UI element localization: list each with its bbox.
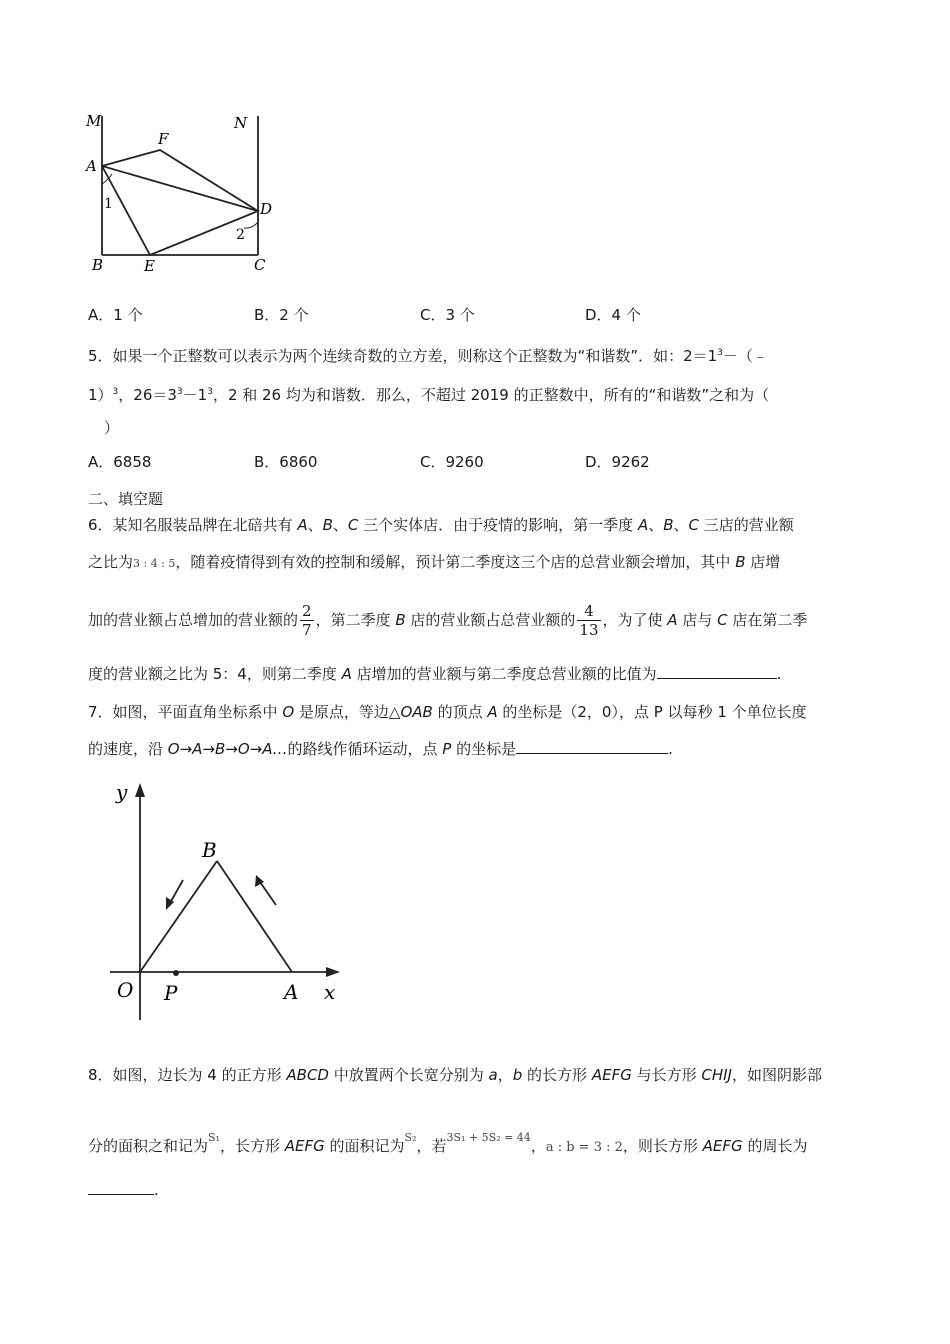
point-label-p: P (164, 981, 178, 1005)
axis-label-y: y (116, 780, 128, 804)
q7-line-1: 7．如图，平面直角坐标系中 O 是原点，等边△OAB 的顶点 A 的坐标是（2，0），点 P 以每秒 1 个单位长度 (88, 703, 807, 721)
section-title: 二、填空题 (88, 490, 164, 508)
vertex-label-a: A (284, 980, 299, 1004)
label-f: F (158, 130, 169, 148)
figure-quadrilateral (80, 108, 280, 278)
q8-line-2: 分的面积之和记为$^{S_1}$，长方形 AEFG 的面积记为$^{S_2}$，若$^{3S_1 + 5S_2 = 44}$，a : b = 3 : 2，则长方形 AEFG 的周长为 (88, 1131, 808, 1155)
q8-line-3: . (88, 1180, 159, 1200)
q5-option-d: D．9262 (585, 453, 650, 471)
q6-line-1: 6．某知名服装品牌在北碚共有 A、B、C 三个实体店．由于疫情的影响，第一季度 A、B、C 三店的营业额 (88, 516, 794, 534)
equation-1: 3S₁ + 5S₂ = 44 (446, 1131, 531, 1144)
label-angle-1: 1 (104, 196, 113, 212)
axis-label-x: x (324, 980, 336, 1004)
q6-line-3: 加的营业额占总增加的营业额的 $\frac{2}{7}$ ，第二季度 B 店的营业额占总营业额的 $\frac{4}{13}$ ，为了使 A 店与 C 店在第二季 (88, 602, 808, 639)
label-m: M (86, 112, 102, 130)
q6-line-4: 度的营业额之比为 5：4，则第二季度 A 店增加的营业额与第二季度总营业额的比值为 . (88, 665, 782, 683)
q5-option-b: B．6860 (254, 453, 318, 471)
q4-option-a: A．1 个 (88, 306, 143, 324)
q5-line-2: 1）$^3$，$26=3^3-1^3$，2 和 26 均为和谐数．那么，不超过 2019 的正整数中，所有的“和谐数”之和为（ (88, 386, 770, 404)
s2-symbol: S₂ (404, 1131, 417, 1144)
origin-label-o: O (117, 978, 134, 1002)
fraction-4-13: $\frac{4}{13}$ (579, 602, 599, 639)
label-a: A (86, 157, 97, 175)
q5-line-3: ） (104, 419, 120, 437)
q4-option-c: C．3 个 (420, 306, 475, 324)
fraction-2-7: $\frac{2}{7}$ (302, 602, 312, 639)
answer-blank-q7[interactable] (516, 739, 668, 754)
q7-line-2: 的速度，沿 O→A→B→O→A…的路线作循环运动，点 P 的坐标是 . (88, 740, 673, 758)
equation-2: a : b = 3 : 2 (545, 1140, 623, 1155)
label-b: B (92, 256, 104, 274)
label-n: N (234, 114, 248, 132)
answer-blank-q8[interactable] (88, 1180, 154, 1195)
answer-blank-q6[interactable] (657, 664, 777, 679)
q5-line-1: 5．如果一个正整数可以表示为两个连续奇数的立方差，则称这个正整数为“和谐数”．如：$2=1^3-(﹣$ (88, 347, 768, 365)
s1-symbol: S₁ (208, 1131, 220, 1144)
label-angle-2: 2 (236, 227, 245, 243)
q4-option-b: B．2 个 (254, 306, 309, 324)
q4-option-d: D．4 个 (585, 306, 641, 324)
vertex-label-b: B (202, 838, 217, 862)
q5-option-a: A．6858 (88, 453, 152, 471)
figure-coordinate-triangle (110, 775, 355, 1030)
q5-option-c: C．9260 (420, 453, 484, 471)
label-d: D (260, 200, 273, 218)
label-e: E (144, 257, 155, 275)
q6-line-2: 之比为3 : 4 : 5，随着疫情得到有效的控制和缓解，预计第二季度这三个店的总营业额会增加，其中 B 店增 (88, 553, 781, 571)
q8-line-1: 8．如图，边长为 4 的正方形 ABCD 中放置两个长宽分别为 a，b 的长方形 AEFG 与长方形 CHIJ，如图阴影部 (88, 1066, 822, 1084)
label-c: C (254, 256, 266, 274)
